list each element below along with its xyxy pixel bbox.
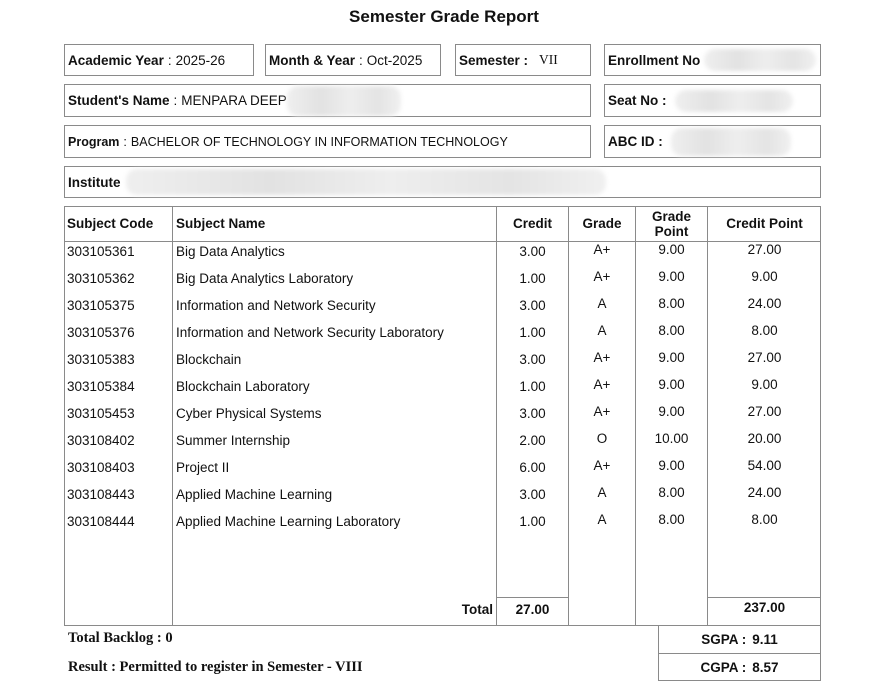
credit: 6.00 [519,460,546,475]
credit-point: 9.00 [751,269,778,284]
credit: 1.00 [519,271,546,286]
credit-point: 24.00 [747,296,782,311]
grade: A+ [593,458,611,473]
academic-year-label: Academic Year [68,52,164,68]
grade-point: 9.00 [658,350,685,365]
header-grade-point [636,209,707,239]
total-credit-point: 237.00 [743,600,786,615]
seat-no-field [604,84,821,117]
subject-name: Big Data Analytics [176,244,285,259]
subject-name: Information and Network Security [176,298,376,313]
header-grade: Grade [582,216,622,231]
subject-name: Blockchain [176,352,242,367]
grade: A [597,296,607,311]
month-year-field [265,44,441,76]
header-grade-point-line1: Grade [651,209,692,224]
academic-year-field [64,44,254,76]
subject-code: 303108402 [67,433,135,448]
result: Result : Permitted to register in Semester - VIII [68,659,363,675]
grade-point: 9.00 [658,458,685,473]
grade-point: 8.00 [658,296,685,311]
subject-code: 303105383 [67,352,135,367]
month-year-label: Month & Year [269,52,356,68]
subject-code: 303105453 [67,406,135,421]
subject-code: 303105362 [67,271,135,286]
credit: 3.00 [519,487,546,502]
credit-point: 54.00 [747,458,782,473]
credit: 3.00 [519,298,546,313]
subject-name: Information and Network Security Laboratory [176,325,444,340]
credit-point: 9.00 [751,377,778,392]
student-name-field [64,84,591,117]
grade-point: 9.00 [658,242,685,257]
month-year-value: Oct-2025 [366,52,423,68]
colon: : [123,134,127,149]
redacted-institute [126,169,606,195]
seat-no-label: Seat No : [608,93,667,108]
credit: 1.00 [519,325,546,340]
subject-code: 303108403 [67,460,135,475]
semester-label: Semester : [459,52,529,68]
program-value: BACHELOR OF TECHNOLOGY IN INFORMATION TECHNOLOGY [130,134,508,149]
student-name-value: MENPARA DEEP [181,93,287,108]
redacted-name [287,86,401,116]
credit-point: 8.00 [751,323,778,338]
subject-code: 303105361 [67,244,135,259]
credit-point: 27.00 [747,404,782,419]
academic-year-value: 2025-26 [175,52,226,68]
credit: 2.00 [519,433,546,448]
credit: 1.00 [519,514,546,529]
grade-point: 9.00 [658,377,685,392]
page-title: Semester Grade Report [349,7,539,26]
grade-point: 10.00 [654,431,689,446]
redacted-abc-id [671,128,791,156]
subject-name: Big Data Analytics Laboratory [176,271,354,286]
subject-code: 303108443 [67,487,135,502]
credit-point: 20.00 [747,431,782,446]
subject-code: 303105376 [67,325,135,340]
sgpa-value: 9.11 [752,632,778,647]
header-subject-name: Subject Name [176,216,266,231]
abc-id-field [604,125,821,158]
subject-name: Cyber Physical Systems [176,406,322,421]
semester-value: VII [539,52,558,67]
colon: : [173,93,178,108]
sgpa-label: SGPA : [701,632,747,647]
header-credit-point: Credit Point [726,216,803,231]
grade: A+ [593,269,611,284]
subject-name: Summer Internship [176,433,291,448]
credit-point: 24.00 [747,485,782,500]
total-credit-divider [497,597,568,598]
grade-point: 8.00 [658,485,685,500]
credit: 1.00 [519,379,546,394]
grade: A [597,323,607,338]
subject-name: Blockchain Laboratory [176,379,310,394]
grade: A+ [593,404,611,419]
subject-name: Project II [176,460,230,475]
semester-field [455,44,591,76]
grade: A [597,512,607,527]
total-credit: 27.00 [515,602,550,617]
grade-point: 8.00 [658,323,685,338]
grade: A+ [593,242,611,257]
grade: O [596,431,608,446]
credit: 3.00 [519,352,546,367]
credit-point: 27.00 [747,350,782,365]
total-label: Total [461,602,493,617]
header-subject-code: Subject Code [67,216,154,231]
redacted-seat-no [675,90,793,112]
grade-point: 8.00 [658,512,685,527]
subject-code: 303105375 [67,298,135,313]
institute-label: Institute [68,174,121,190]
institute-field [64,166,821,198]
grade: A [597,485,607,500]
subject-code: 303108444 [67,514,135,529]
redacted-enrollment [704,49,816,71]
grade: A+ [593,377,611,392]
student-name-label: Student's Name [68,93,170,108]
column-divider [172,206,173,626]
grade-point: 9.00 [658,269,685,284]
abc-id-label: ABC ID : [608,134,663,149]
sgpa-box [658,626,821,654]
program-label: Program [68,134,120,149]
credit-point: 8.00 [751,512,778,527]
credit: 3.00 [519,244,546,259]
total-backlog: Total Backlog : 0 [68,630,173,646]
credit: 3.00 [519,406,546,421]
subject-name: Applied Machine Learning [176,487,333,502]
cgpa-box [658,653,821,681]
header-credit: Credit [512,216,552,231]
subject-code: 303105384 [67,379,135,394]
enrollment-label: Enrollment No [608,52,701,68]
subject-name: Applied Machine Learning Laboratory [176,514,401,529]
colon: : [167,52,172,68]
total-credit-point-divider [708,597,821,598]
colon: : [359,52,363,68]
grade: A+ [593,350,611,365]
credit-point: 27.00 [747,242,782,257]
program-field [64,125,591,158]
grade-point: 9.00 [658,404,685,419]
cgpa-value: 8.57 [752,659,779,675]
cgpa-label: CGPA : [700,659,747,675]
header-grade-point-line2: Point [654,224,689,239]
enrollment-field [604,44,821,76]
